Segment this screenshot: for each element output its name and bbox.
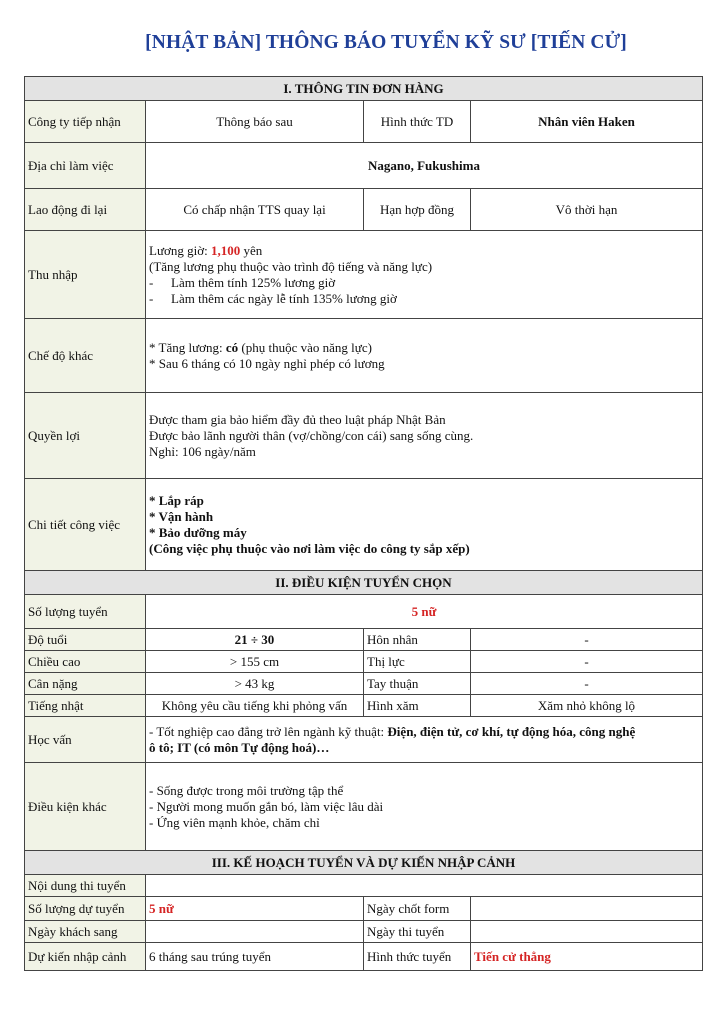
job-maintenance: * Bảo dưỡng máy (149, 524, 247, 540)
label-other-conditions: Điều kiện khác (25, 763, 146, 851)
label-tattoo: Hình xăm (364, 695, 471, 717)
job-operation: * Vận hành (149, 508, 214, 524)
label-japanese: Tiếng nhật (25, 695, 146, 717)
condition-healthy: - Ứng viên mạnh khỏe, chăm chỉ (149, 814, 320, 830)
section-header-order-info: I. THÔNG TIN ĐƠN HÀNG (25, 77, 703, 101)
value-vision: - (471, 651, 703, 673)
label-income: Thu nhập (25, 231, 146, 319)
other-raise: * Tăng lương: có (phụ thuộc vào năng lực) (149, 339, 372, 355)
rights-insurance: Được tham gia bảo hiểm đầy đủ theo luật pháp Nhật Bản (149, 411, 446, 427)
education-line-2: ô tô; IT (có môn Tự động hoá)… (149, 739, 330, 755)
income-wage: Lương giờ: 1,100 yên (149, 242, 263, 258)
label-quantity: Số lượng tuyển (25, 595, 146, 629)
value-form-deadline (471, 897, 703, 921)
value-recruit-form: Nhân viên Haken (471, 101, 703, 143)
value-other-conditions (146, 763, 703, 851)
value-work-address: Nagano, Fukushima (146, 143, 703, 189)
label-exam-content: Nội dung thi tuyển (25, 875, 146, 897)
value-recruit-method: Tiến cử thẳng (471, 943, 703, 971)
label-contract: Hạn hợp đồng (364, 189, 471, 231)
value-rights (146, 393, 703, 479)
value-japanese: Không yêu cầu tiếng khi phỏng vấn (146, 695, 364, 717)
section-header-plan: III. KẾ HOẠCH TUYỂN VÀ DỰ KIẾN NHẬP CẢNH (25, 851, 703, 875)
label-recruit-form: Hình thức TD (364, 101, 471, 143)
rights-family: Được bảo lãnh người thân (vợ/chồng/con cái) sang sống cùng. (149, 427, 474, 443)
label-exam-date: Ngày thi tuyển (364, 921, 471, 943)
label-company: Công ty tiếp nhận (25, 101, 146, 143)
label-rights: Quyền lợi (25, 393, 146, 479)
value-education (146, 717, 703, 763)
recruitment-table (24, 76, 703, 971)
label-education: Học vấn (25, 717, 146, 763)
label-form-deadline: Ngày chốt form (364, 897, 471, 921)
value-height: > 155 cm (146, 651, 364, 673)
value-expected-entry: 6 tháng sau trúng tuyển (146, 943, 364, 971)
value-labor: Có chấp nhận TTS quay lại (146, 189, 364, 231)
other-leave: * Sau 6 tháng có 10 ngày nghỉ phép có lương (149, 355, 385, 371)
value-weight: > 43 kg (146, 673, 364, 695)
label-handedness: Tay thuận (364, 673, 471, 695)
education-line-1: - Tốt nghiệp cao đẳng trở lên ngành kỹ thuật: Điện, điện tử, cơ khí, tự động hóa, công nghệ (149, 723, 636, 739)
value-job-details (146, 479, 703, 571)
label-expected-entry: Dự kiến nhập cảnh (25, 943, 146, 971)
section-header-conditions: II. ĐIỀU KIỆN TUYỂN CHỌN (25, 571, 703, 595)
income-overtime-1: - Làm thêm tính 125% lương giờ (149, 274, 336, 290)
job-note: (Công việc phụ thuộc vào nơi làm việc do công ty sắp xếp) (149, 540, 470, 556)
label-work-address: Địa chỉ làm việc (25, 143, 146, 189)
label-candidate-quantity: Số lượng dự tuyển (25, 897, 146, 921)
label-recruit-method: Hình thức tuyển (364, 943, 471, 971)
income-note: (Tăng lương phụ thuộc vào trình độ tiếng và năng lực) (149, 258, 433, 274)
value-handedness: - (471, 673, 703, 695)
page-title: [NHẬT BẢN] THÔNG BÁO TUYỂN KỸ SƯ [TIẾN CỬ] (145, 32, 627, 53)
label-age: Độ tuổi (25, 629, 146, 651)
condition-collective: - Sống được trong môi trường tập thể (149, 782, 344, 798)
value-other-benefits (146, 319, 703, 393)
label-other-benefits: Chế độ khác (25, 319, 146, 393)
value-contract: Vô thời hạn (471, 189, 703, 231)
label-labor: Lao động đi lại (25, 189, 146, 231)
income-overtime-2: - Làm thêm các ngày lễ tính 135% lương giờ (149, 290, 397, 306)
label-client-visit: Ngày khách sang (25, 921, 146, 943)
label-height: Chiều cao (25, 651, 146, 673)
value-tattoo: Xăm nhỏ không lộ (471, 695, 703, 717)
label-marriage: Hôn nhân (364, 629, 471, 651)
value-age: 21 ÷ 30 (146, 629, 364, 651)
income-wage-amount: 1,100 (210, 242, 241, 258)
value-income (146, 231, 703, 319)
value-exam-date (471, 921, 703, 943)
rights-holidays: Nghỉ: 106 ngày/năm (149, 443, 256, 459)
job-assembly: * Lắp ráp (149, 492, 204, 508)
value-company: Thông báo sau (146, 101, 364, 143)
label-weight: Cân nặng (25, 673, 146, 695)
condition-long-term: - Người mong muốn gắn bó, làm việc lâu dài (149, 798, 384, 814)
label-vision: Thị lực (364, 651, 471, 673)
value-client-visit (146, 921, 364, 943)
value-quantity: 5 nữ (146, 595, 703, 629)
label-job-details: Chi tiết công việc (25, 479, 146, 571)
value-marriage: - (471, 629, 703, 651)
value-candidate-quantity: 5 nữ (146, 897, 364, 921)
value-exam-content (146, 875, 703, 897)
